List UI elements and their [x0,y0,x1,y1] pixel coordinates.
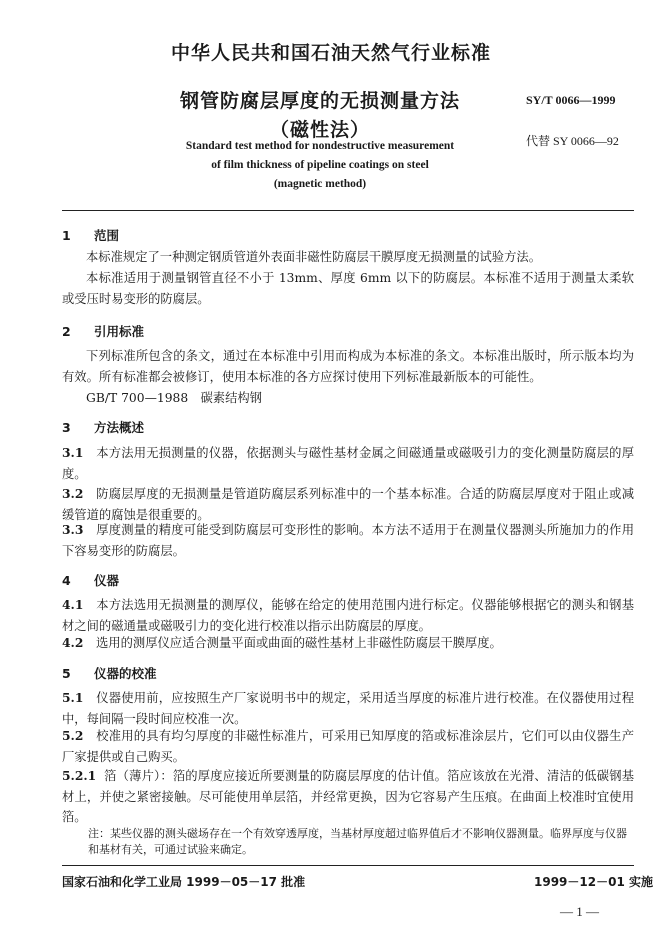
clause-3-3 [62,520,634,561]
clause-text: 防腐层厚度的无损测量是管道防腐层系列标准中的一个基本标准。合适的防腐层厚度对于阻止或减缓管道的腐蚀是很重要的。 [62,487,634,522]
clause-number: 5.2.1 [62,768,97,783]
section-3-heading [62,418,144,436]
clause-3-1 [62,443,634,484]
section-title: 仪器 [94,573,120,588]
standard-title-en-line2: of film thickness of pipeline coatings on steel [211,159,429,171]
replaces-standard: 代替 SY 0066—92 [526,134,619,148]
clause-5-2-1 [62,766,634,828]
paragraph: 下列标准所包含的条文，通过在本标准中引用而构成为本标准的条文。本标准出版时，所示版本均为有效。所有标准都会被修订，使用本标准的各方应探讨使用下列标准最新版本的可能性。 [62,349,634,384]
section-5-heading [62,664,157,682]
section-number: 3 [62,420,71,435]
standard-title-cn: 钢管防腐层厚度的无损测量方法 [179,90,460,112]
note: 注：某些仪器的测头磁场存在一个有效穿透厚度，当基材厚度超过临界值后才不影响仪器测量。临界厚度与仪器和基材有关，可通过试验来确定。 [88,827,627,856]
effective-date: 1999－12－01 实施 [534,875,653,889]
header-divider [62,210,634,211]
section-title: 仪器的校准 [94,666,157,681]
standard-number: SY/T 0066—1999 [526,93,616,107]
clause-text: 厚度测量的精度可能受到防腐层可变形性的影响。本方法不适用于在测量仪器测头所施加力的作用下容易变形的防腐层。 [62,523,634,558]
section-title: 引用标准 [94,324,145,339]
clause-4-2 [62,633,634,654]
clause-3-2 [62,484,634,525]
clause-text: 箔（薄片）：箔的厚度应接近所要测量的防腐层厚度的估计值。箔应该放在光滑、清洁的低碳钢基材上，并使之紧密接触。尽可能使用单层箔，并经常更换，因为它容易产生压痕。在曲面上校准时宜使用箔。 [62,769,634,824]
clause-text: 校准用的具有均匀厚度的非磁性标准片，可采用已知厚度的箔或标准涂层片，它们可以由仪器生产厂家提供或自己购买。 [62,729,634,764]
paragraph: 本标准适用于测量钢管直径不小于 13mm、厚度 6mm 以下的防腐层。本标准不适用于测量太柔软或受压时易变形的防腐层。 [62,271,634,306]
section-2-heading [62,322,144,340]
clause-number: 3.3 [62,522,84,537]
section-number: 4 [62,573,71,588]
clause-text: 本方法用无损测量的仪器，依据测头与磁性基材金属之间磁通量或磁吸引力的变化测量防腐层的厚度。 [62,446,634,481]
clause-5-1 [62,688,634,729]
clause-number: 3.2 [62,486,84,501]
page-number: — 1 — [560,904,599,919]
clause-text: 仪器使用前，应按照生产厂家说明书中的规定，采用适当厚度的标准片进行校准。在仪器使用过程中，每间隔一段时间应校准一次。 [62,691,634,726]
section-1-heading [62,226,119,244]
section-title: 范围 [94,228,120,243]
paragraph: 本标准规定了一种测定钢质管道外表面非磁性防腐层干膜厚度无损测量的试验方法。 [86,250,541,264]
clause-number: 3.1 [62,445,84,460]
section-title: 方法概述 [94,420,145,435]
section-number: 1 [62,228,71,243]
clause-text: 选用的测厚仪应适合测量平面或曲面的磁性基材上非磁性防腐层干膜厚度。 [96,636,502,650]
approval-info: 国家石油和化学工业局 1999－05－17 批准 [62,875,306,889]
clause-number: 4.1 [62,597,84,612]
standard-title-en-line1: Standard test method for nondestructive measurement [185,140,455,152]
section-number: 5 [62,666,71,681]
standard-title-cn-subtitle: （磁性法） [269,119,370,141]
clause-4-1 [62,595,634,636]
standard-title-en-line3: (magnetic method) [273,178,367,190]
clause-text: 本方法选用无损测量的测厚仪，能够在给定的使用范围内进行标定。仪器能够根据它的测头和钢基材之间的磁通量或磁吸引力的变化进行校准以指示出防腐层的厚度。 [62,598,634,633]
clause-number: 5.1 [62,690,84,705]
clause-5-2 [62,726,634,767]
referenced-standard: GB/T 700—1988 碳素结构钢 [86,391,262,405]
issuing-body-header: 中华人民共和国石油天然气行业标准 [170,42,491,64]
section-4-heading [62,571,119,589]
footer-divider [62,865,634,866]
section-number: 2 [62,324,71,339]
clause-number: 5.2 [62,728,84,743]
clause-number: 4.2 [62,635,84,650]
